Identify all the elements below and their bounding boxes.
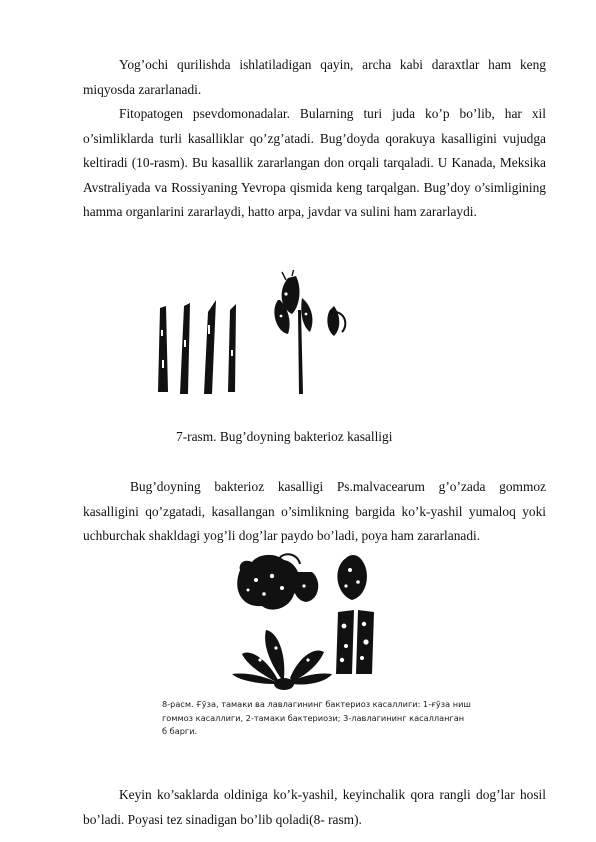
figure-8-caption-line-2: гоммоз касаллиги, 2-тамаки бактериози; 3-лавлагининг касалланган [162,712,465,723]
paragraph-4: Keyin ko’saklarda oldiniga ko’k-yashil, keyinchalik qora rangli dog’lar hosil bo’ladi. Poyasi tez sinadigan bo’lib qoladi(8- rasm). [83,787,546,827]
tobacco-leaf [337,555,367,600]
paragraph-3: Bug’doyning bakterioz kasalligi Ps.malvacearum g’o’zada gommoz kasalligini qo’zgatadi, kasallangan o’simlikning bargida ko’k-yashil yumaloq yoki uchburchak shakldagi yog’li dog’lar paydo bo’ladi, poya ham zararlanadi. [83,479,546,543]
figure-8-caption-line-1: 8-расм. Ғўза, тамаки ва лавлагининг бактериоз касаллиги: 1-ғўза ниш [162,699,471,709]
wheat-leaf-3 [204,300,216,394]
figure-8-caption-line-3: б барги. [162,726,198,736]
figure-8-caption [162,698,472,739]
figure-7-caption: 7-rasm. Bug’doyning bakterioz kasalligi [176,429,393,444]
wheat-leaf-2 [180,303,190,394]
figure-cotton-tobacco-beet [228,550,398,695]
cotton-leaves-and-boll [237,554,318,609]
paragraph-2: Fitopatogen psevdomonadalar. Bularning turi juda ko’p bo’lib, har xil o’simliklarda turli kasalliklar qo’zg’atadi. Bug’doyda qorakuya kasalligini vujudga keltiradi (10-rasm). Bu kasallik zararlangan don orqali tarqaladi. U Kanada, Meksika Avstraliyada va Rossiyaning Yevropa qismida keng tarqalgan. Bug’doy o’simligining hamma organlarini zararlaydi, hatto arpa, javdar va sulini ham zararlaydi. [83,106,546,219]
wheat-stem-with-ears [274,270,312,394]
wheat-leaf-1 [158,306,168,392]
wheat-ear-detached [327,306,339,336]
beet-plant [232,630,332,690]
paragraph-1: Yog’ochi qurilishda ishlatiladigan qayin, archa kabi daraxtlar ham keng miqyosda zararlanadi. [83,57,546,97]
figure-wheat-bacteriosis [150,270,360,398]
cotton-stem-lesion [336,610,374,674]
wheat-leaf-4 [228,304,236,392]
